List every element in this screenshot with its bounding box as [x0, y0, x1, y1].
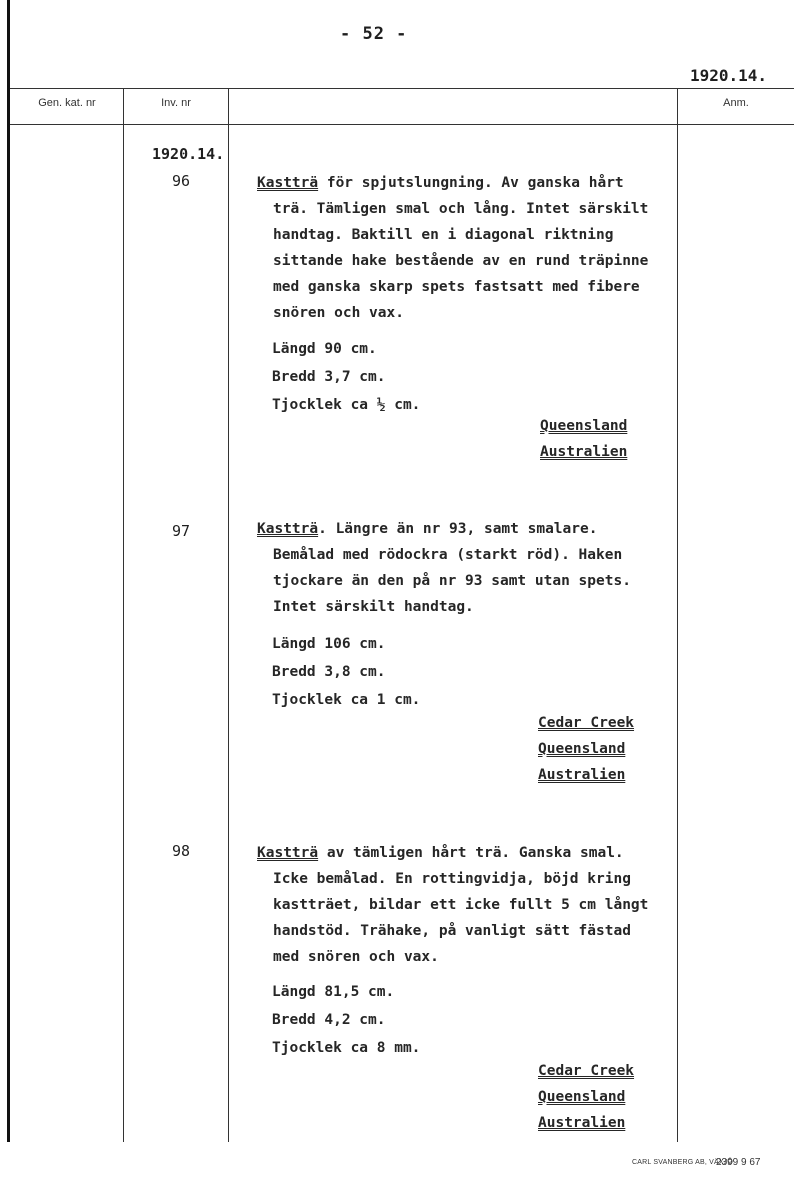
description-line: med ganska skarp spets fastsatt med fibere [273, 279, 640, 295]
locality-line: Queensland [540, 418, 628, 434]
description-line: tjockare än den på nr 93 samt utan spets. [273, 573, 631, 589]
description-first-line: Kastträ. Längre än nr 93, samt smalare. [257, 521, 598, 537]
inventory-number: 98 [172, 842, 191, 860]
locality-line: Australien [540, 444, 628, 460]
description-first-line: Kastträ för spjutslungning. Av ganska hårt [257, 175, 624, 191]
column-header-inv-nr: Inv. nr [161, 97, 191, 109]
description-line: sittande hake bestående av en rund träpinne [273, 253, 649, 269]
entry-description [257, 516, 697, 620]
measurement-thickness: Tjocklek ca 1 cm. [272, 692, 421, 708]
measurement-thickness: Tjocklek ca 8 mm. [272, 1040, 421, 1056]
description-line: handstöd. Trähake, på vanligt sätt fästad [273, 923, 631, 939]
measurement-length: Längd 90 cm. [272, 341, 377, 357]
measurements [272, 335, 420, 419]
column-header-gen-kat-nr: Gen. kat. nr [38, 97, 96, 109]
measurements [272, 978, 420, 1062]
description-line: med snören och vax. [273, 949, 439, 965]
measurement-width: Bredd 4,2 cm. [272, 1012, 386, 1028]
locality [538, 1058, 634, 1136]
inventory-series: 1920.14. [152, 145, 225, 163]
description-line: handtag. Baktill en i diagonal riktning [273, 227, 614, 243]
measurement-length: Längd 81,5 cm. [272, 984, 395, 1000]
measurement-width: Bredd 3,8 cm. [272, 664, 386, 680]
measurements [272, 630, 420, 714]
description-line: Icke bemålad. En rottingvidja, böjd kring [273, 871, 631, 887]
locality-line: Queensland [538, 1089, 626, 1105]
printer-mark: CARL SVANBERG AB, VÄXJÖ [632, 1159, 734, 1166]
locality-line: Australien [538, 767, 626, 783]
binding-line [7, 0, 10, 1142]
inventory-number: 97 [172, 522, 191, 540]
description-line: Bemålad med rödockra (starkt röd). Haken [273, 547, 623, 563]
locality-line: Cedar Creek [538, 1063, 635, 1079]
measurement-length: Längd 106 cm. [272, 636, 386, 652]
description-line: snören och vax. [273, 305, 404, 321]
description-line: Intet särskilt handtag. [273, 599, 474, 615]
column-header-anm: Anm. [723, 97, 749, 109]
entry-description [257, 170, 697, 326]
entry-description [257, 840, 697, 970]
measurement-thickness: Tjocklek ca ½ cm. [272, 397, 421, 413]
description-line: kastträet, bildar ett icke fullt 5 cm långt [273, 897, 649, 913]
entry-title: Kastträ [257, 845, 319, 861]
locality-line: Cedar Creek [538, 715, 635, 731]
header-series: 1920.14. [690, 66, 768, 85]
form-code: 2399 9 67 [716, 1157, 761, 1168]
locality [540, 413, 627, 465]
entry-title: Kastträ [257, 521, 319, 537]
column-divider-2 [228, 88, 229, 1142]
locality [538, 710, 634, 788]
measurement-width: Bredd 3,7 cm. [272, 369, 386, 385]
column-divider-1 [123, 88, 124, 1142]
inventory-number: 96 [172, 172, 191, 190]
description-line: trä. Tämligen smal och lång. Intet särskilt [273, 201, 649, 217]
page-number: - 52 - [340, 24, 408, 44]
locality-line: Australien [538, 1115, 626, 1131]
locality-line: Queensland [538, 741, 626, 757]
entry-title: Kastträ [257, 175, 319, 191]
description-first-line: Kastträ av tämligen hårt trä. Ganska smal. [257, 845, 624, 861]
